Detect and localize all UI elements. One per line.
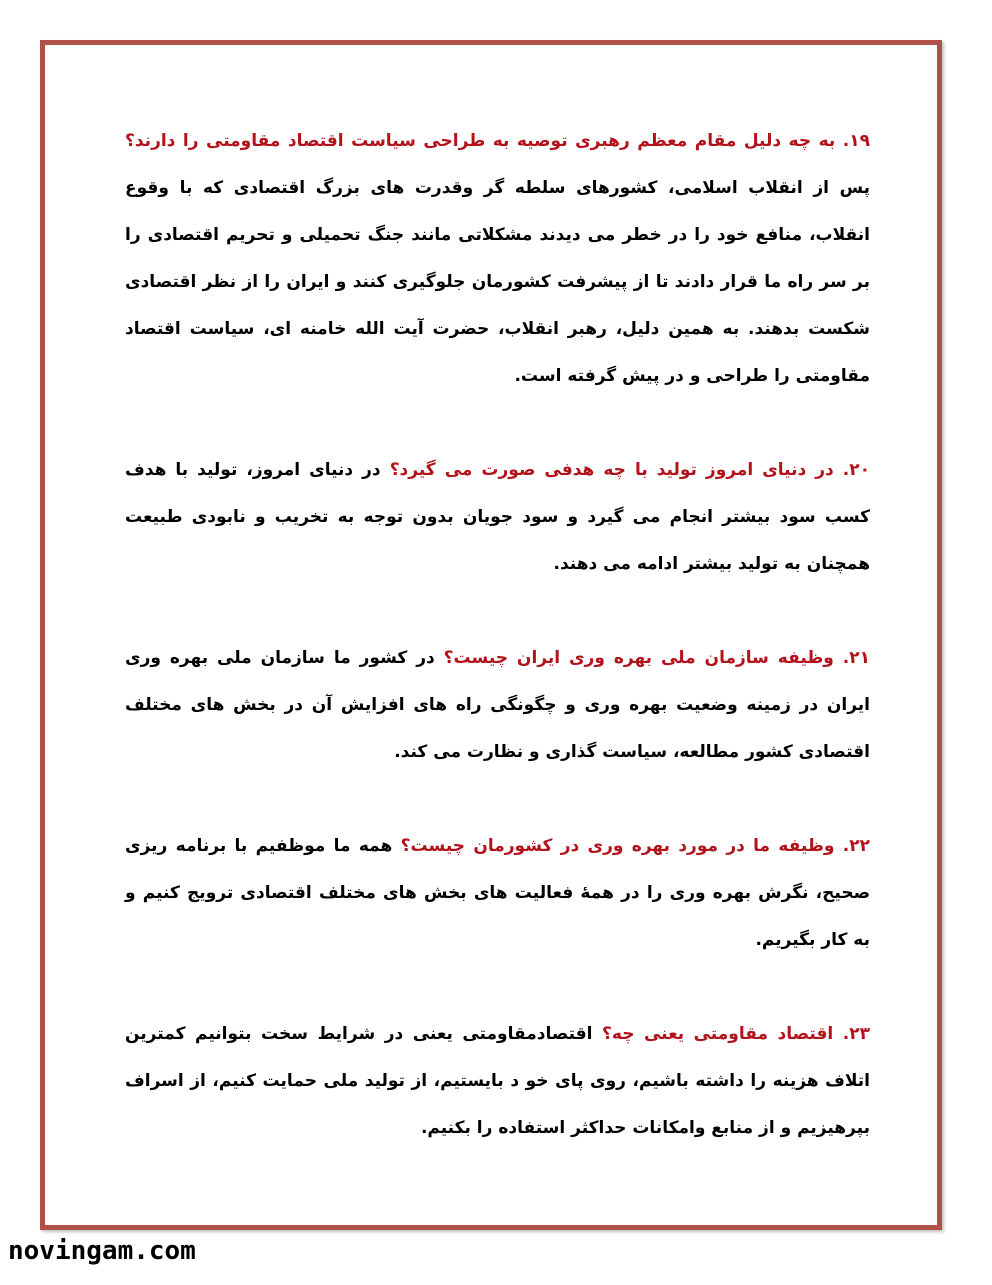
answer-22: همه ما موظفیم با برنامه ریزی صحیح، نگرش بهره وری را در همهٔ فعالیت های بخش های مختلف اقتصادی ترویج کنیم و به کار بگیریم. — [125, 836, 870, 950]
qa-item-19 — [125, 118, 870, 400]
question-19: ۱۹. به چه دلیل مقام معظم رهبری توصیه به طراحی سیاست اقتصاد مقاومتی را دارند؟ — [125, 131, 870, 151]
question-20: ۲۰. در دنیای امروز تولید با چه هدفی صورت می گیرد؟ — [389, 460, 871, 480]
question-23: ۲۳. اقتصاد مقاومتی یعنی چه؟ — [602, 1024, 871, 1044]
site-watermark: novingam.com — [8, 1236, 196, 1266]
qa-item-22 — [125, 823, 870, 964]
qa-item-21 — [125, 635, 870, 776]
answer-21: در کشور ما سازمان ملی بهره وری ایران در زمینه وضعیت بهره وری و چگونگی راه های افزایش آن در بخش های مختلف اقتصادی کشور مطالعه، سیاست گذاری و نظارت می کند. — [125, 648, 870, 762]
qa-item-20 — [125, 447, 870, 588]
qa-content — [125, 118, 870, 1199]
qa-item-23 — [125, 1011, 870, 1152]
answer-20: در دنیای امروز، تولید با هدف کسب سود بیشتر انجام می گیرد و سود جویان بدون توجه به تخریب و نابودی طبیعت همچنان به تولید بیشتر ادامه می دهند. — [125, 460, 870, 574]
question-21: ۲۱. وظیفه سازمان ملی بهره وری ایران چیست؟ — [443, 648, 871, 668]
answer-19: پس از انقلاب اسلامی، کشورهای سلطه گر وقدرت های بزرگ اقتصادی که با وقوع انقلاب، منافع خود را در خطر می دیدند مشکلاتی مانند جنگ تحمیلی و تحریم اقتصادی را بر سر راه ما قرار دادند تا از پیشرفت کشورمان جلوگیری کنند و ایران را از نظر اقتصادی شکست بدهند. به همین دلیل، رهبر انقلاب، حضرت آیت الله خامنه ای، سیاست اقتصاد مقاومتی را طراحی و در پیش گرفته است. — [125, 178, 870, 386]
answer-23: اقتصادمقاومتی یعنی در شرایط سخت بتوانیم کمترین اتلاف هزینه را داشته باشیم، روی پای خو د بایستیم، از تولید ملی حمایت کنیم، از اسراف بپرهیزیم و از منابع وامکانات حداکثر استفاده را بکنیم. — [125, 1024, 870, 1138]
question-22: ۲۲. وظیفه ما در مورد بهره وری در کشورمان چیست؟ — [400, 836, 870, 856]
